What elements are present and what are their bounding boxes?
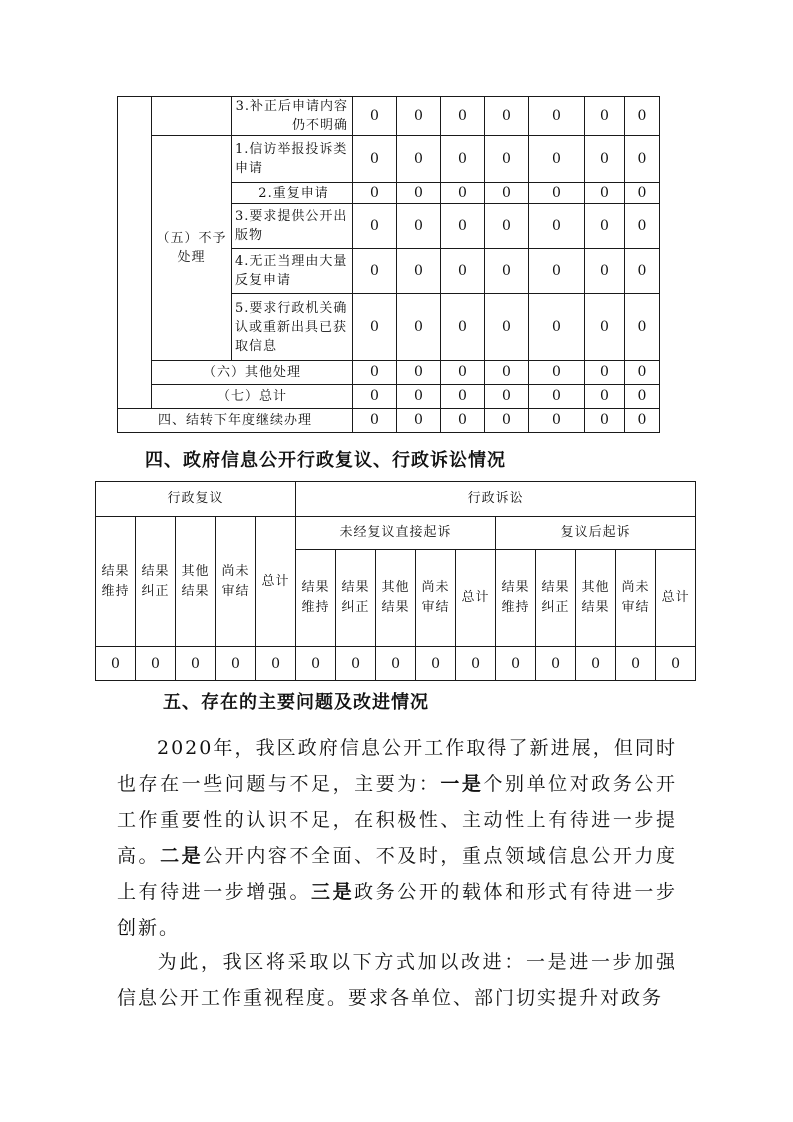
count-cell: 0 (397, 249, 441, 294)
count-cell: 0 (353, 361, 397, 385)
count-cell: 0 (625, 97, 660, 136)
row-label: 3.要求提供公开出版物 (232, 204, 353, 249)
header-admin-litigation: 行政诉讼 (296, 482, 696, 517)
count-cell: 0 (625, 294, 660, 361)
count-cell: 0 (625, 385, 660, 409)
table-row (96, 647, 696, 681)
count-cell: 0 (441, 136, 485, 183)
p2-text: 为此，我区将采取以下方式加以改进：一是进一步加强信息公开工作重视程度。要求各单位、部门切实提升对政务 (117, 951, 677, 1009)
count-cell: 0 (585, 136, 625, 183)
count-cell: 0 (96, 647, 136, 681)
count-cell: 0 (353, 204, 397, 249)
p1-bold-3: 三是 (311, 881, 355, 903)
column-header: 其他结果 (576, 550, 616, 647)
p1-bold-2: 二是 (160, 845, 204, 867)
count-cell: 0 (441, 294, 485, 361)
column-header: 总计 (256, 517, 296, 647)
count-cell: 0 (353, 294, 397, 361)
count-cell: 0 (529, 249, 585, 294)
p1-text-2: 个别单位对政务公开工作重要性的认识不足，在积极性、主动性上有待进一步提高。 (117, 773, 677, 867)
review-litigation-table (95, 481, 696, 681)
count-cell: 0 (376, 647, 416, 681)
count-cell: 0 (397, 183, 441, 204)
count-cell: 0 (397, 136, 441, 183)
count-cell: 0 (616, 647, 656, 681)
count-cell: 0 (353, 97, 397, 136)
count-cell: 0 (353, 385, 397, 409)
count-cell: 0 (585, 409, 625, 433)
count-cell: 0 (625, 183, 660, 204)
count-cell: 0 (656, 647, 696, 681)
count-cell: 0 (625, 136, 660, 183)
p1-text-3: 公开内容不全面、不及时，重点领域信息公开力度上有待进一步增强。 (117, 845, 677, 903)
count-cell: 0 (529, 204, 585, 249)
column-header: 总计 (456, 550, 496, 647)
count-cell: 0 (441, 183, 485, 204)
count-cell: 0 (536, 647, 576, 681)
column-header: 结果维持 (496, 550, 536, 647)
count-cell: 0 (397, 361, 441, 385)
count-cell: 0 (176, 647, 216, 681)
table-row (118, 136, 660, 183)
count-cell: 0 (353, 183, 397, 204)
header-direct-suit: 未经复议直接起诉 (296, 517, 496, 550)
problems-paragraph (117, 730, 677, 946)
count-cell: 0 (485, 294, 529, 361)
count-cell: 0 (441, 361, 485, 385)
count-cell: 0 (485, 136, 529, 183)
count-cell: 0 (529, 294, 585, 361)
table-row (118, 385, 660, 409)
section-heading-review-litigation: 四、政府信息公开行政复议、行政诉讼情况 (145, 450, 506, 471)
column-header: 结果维持 (296, 550, 336, 647)
column-header: 尚未审结 (216, 517, 256, 647)
count-cell: 0 (256, 647, 296, 681)
count-cell: 0 (441, 97, 485, 136)
count-cell: 0 (353, 249, 397, 294)
count-cell: 0 (397, 409, 441, 433)
row-label: （七）总计 (152, 385, 353, 409)
count-cell: 0 (397, 204, 441, 249)
table-row (118, 97, 660, 136)
count-cell: 0 (296, 647, 336, 681)
column-header: 其他结果 (176, 517, 216, 647)
count-cell: 0 (496, 647, 536, 681)
count-cell: 0 (485, 97, 529, 136)
count-cell: 0 (585, 249, 625, 294)
count-cell: 0 (485, 361, 529, 385)
count-cell: 0 (529, 361, 585, 385)
count-cell: 0 (441, 204, 485, 249)
application-handling-table (117, 96, 660, 433)
p1-bold-1: 一是 (440, 773, 484, 795)
blank-category-cell (152, 97, 232, 136)
count-cell: 0 (625, 361, 660, 385)
column-header: 其他结果 (376, 550, 416, 647)
outer-category-cell (118, 97, 152, 409)
column-header: 结果纠正 (536, 550, 576, 647)
count-cell: 0 (216, 647, 256, 681)
count-cell: 0 (625, 204, 660, 249)
count-cell: 0 (441, 249, 485, 294)
row-label: 3.补正后申请内容仍不明确 (232, 97, 353, 136)
count-cell: 0 (353, 409, 397, 433)
count-cell: 0 (441, 409, 485, 433)
header-after-review: 复议后起诉 (496, 517, 696, 550)
improvement-paragraph (117, 944, 677, 1016)
p1-text-1: 2020年，我区政府信息公开工作取得了新进展，但同时也存在一些问题与不足，主要为： (117, 737, 677, 795)
count-cell: 0 (485, 249, 529, 294)
count-cell: 0 (625, 409, 660, 433)
count-cell: 0 (529, 183, 585, 204)
count-cell: 0 (136, 647, 176, 681)
count-cell: 0 (336, 647, 376, 681)
header-admin-review: 行政复议 (96, 482, 296, 517)
column-header: 结果纠正 (336, 550, 376, 647)
table-row (118, 409, 660, 433)
count-cell: 0 (441, 385, 485, 409)
column-header: 尚未审结 (616, 550, 656, 647)
column-header: 尚未审结 (416, 550, 456, 647)
row-label: 5.要求行政机关确认或重新出具已获取信息 (232, 294, 353, 361)
column-header: 结果纠正 (136, 517, 176, 647)
count-cell: 0 (485, 183, 529, 204)
row-label: 1.信访举报投诉类申请 (232, 136, 353, 183)
count-cell: 0 (485, 409, 529, 433)
count-cell: 0 (585, 183, 625, 204)
column-header: 总计 (656, 550, 696, 647)
section-heading-problems: 五、存在的主要问题及改进情况 (163, 692, 429, 713)
row-label: （六）其他处理 (152, 361, 353, 385)
p1-text-4: 政务公开的载体和形式有待进一步创新。 (117, 881, 677, 939)
count-cell: 0 (576, 647, 616, 681)
count-cell: 0 (585, 204, 625, 249)
count-cell: 0 (529, 97, 585, 136)
count-cell: 0 (529, 136, 585, 183)
table-header-row (96, 482, 696, 517)
count-cell: 0 (585, 97, 625, 136)
count-cell: 0 (397, 97, 441, 136)
count-cell: 0 (416, 647, 456, 681)
count-cell: 0 (456, 647, 496, 681)
count-cell: 0 (397, 294, 441, 361)
count-cell: 0 (529, 409, 585, 433)
row-label: 2.重复申请 (232, 183, 353, 204)
group-label-refuse: （五）不予处理 (152, 136, 232, 361)
count-cell: 0 (397, 385, 441, 409)
count-cell: 0 (625, 249, 660, 294)
count-cell: 0 (585, 361, 625, 385)
column-header: 结果维持 (96, 517, 136, 647)
count-cell: 0 (485, 385, 529, 409)
count-cell: 0 (485, 204, 529, 249)
count-cell: 0 (585, 294, 625, 361)
count-cell: 0 (529, 385, 585, 409)
table-header-row (96, 517, 696, 550)
count-cell: 0 (353, 136, 397, 183)
row-label: 4.无正当理由大量反复申请 (232, 249, 353, 294)
row-label-carry: 四、结转下年度继续办理 (118, 409, 353, 433)
count-cell: 0 (585, 385, 625, 409)
table-row (118, 361, 660, 385)
